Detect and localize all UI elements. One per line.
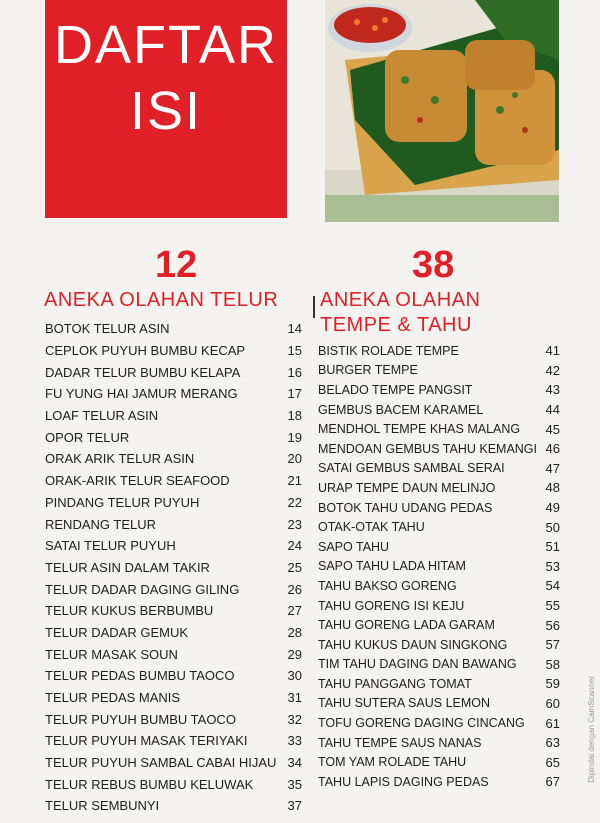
toc-entry	[318, 635, 560, 655]
recipe-name: BELADO TEMPE PANGSIT	[318, 382, 473, 397]
page-number: 55	[545, 598, 560, 614]
page-number: 24	[287, 538, 302, 554]
recipe-name: TELUR PUYUH MASAK TERIYAKI	[45, 733, 248, 749]
title-block	[45, 0, 287, 218]
recipe-name: CEPLOK PUYUH BUMBU KECAP	[45, 343, 246, 359]
page-number: 58	[545, 656, 560, 672]
recipe-name: FU YUNG HAI JAMUR MERANG	[45, 386, 238, 402]
recipe-name: TELUR PUYUH SAMBAL CABAI HIJAU	[45, 755, 277, 771]
toc-entry	[45, 318, 302, 340]
toc-entry	[45, 426, 302, 448]
recipe-name: OPOR TELUR	[45, 429, 130, 445]
page-number: 44	[545, 402, 560, 418]
tempe-tahu-recipe-list	[318, 341, 560, 792]
page-number: 35	[287, 776, 302, 792]
page-number: 63	[545, 735, 560, 751]
toc-entry	[318, 752, 560, 772]
toc-entry	[318, 439, 560, 459]
toc-entry	[45, 383, 302, 405]
toc-entry	[318, 498, 560, 518]
page-number: 20	[287, 451, 302, 467]
page-number: 48	[545, 480, 560, 496]
toc-entry	[318, 576, 560, 596]
recipe-name: SAPO TAHU	[318, 539, 390, 554]
section-number-telur: 12	[155, 244, 198, 286]
page-number: 30	[287, 668, 302, 684]
recipe-name: TELUR PEDAS MANIS	[45, 690, 181, 706]
recipe-name: TOM YAM ROLADE TAHU	[318, 755, 467, 770]
page-number: 33	[287, 733, 302, 749]
recipe-name: BURGER TEMPE	[318, 363, 418, 378]
page-number: 14	[287, 321, 302, 337]
toc-entry	[318, 459, 560, 479]
toc-entry	[45, 687, 302, 709]
toc-entry	[45, 622, 302, 644]
page-number: 57	[545, 637, 560, 653]
toc-entry	[45, 600, 302, 622]
page-number: 16	[287, 364, 302, 380]
recipe-name: TOFU GORENG DAGING CINCANG	[318, 716, 525, 731]
section-heading-telur: ANEKA OLAHAN TELUR	[44, 289, 279, 311]
recipe-name: ORAK ARIK TELUR ASIN	[45, 451, 195, 467]
section-heading-tempe-tahu-line-2: TEMPE & TAHU	[320, 314, 472, 336]
toc-entry	[318, 400, 560, 420]
toc-entry	[45, 557, 302, 579]
page-number: 45	[545, 421, 560, 437]
page-number: 42	[545, 362, 560, 378]
recipe-name: TAHU LAPIS DAGING PEDAS	[318, 774, 489, 789]
toc-entry	[45, 708, 302, 730]
recipe-name: TELUR PUYUH BUMBU TAOCO	[45, 711, 236, 727]
page-number: 53	[545, 558, 560, 574]
page-number: 46	[545, 441, 560, 457]
toc-entry	[318, 713, 560, 733]
toc-entry	[318, 341, 560, 361]
page-number: 47	[545, 460, 560, 476]
toc-entry	[45, 665, 302, 687]
page-number: 41	[545, 343, 560, 359]
telur-recipe-list	[45, 318, 302, 817]
recipe-name: TELUR DADAR GEMUK	[45, 624, 189, 640]
toc-entry	[45, 340, 302, 362]
toc-entry	[318, 733, 560, 753]
page-number: 49	[545, 500, 560, 516]
recipe-name: TAHU PANGGANG TOMAT	[318, 676, 472, 691]
page-number: 17	[287, 386, 302, 402]
toc-entry	[45, 492, 302, 514]
toc-entry	[318, 537, 560, 557]
toc-entry	[45, 513, 302, 535]
page-number: 61	[545, 715, 560, 731]
recipe-name: LOAF TELUR ASIN	[45, 408, 159, 424]
page-number: 54	[545, 578, 560, 594]
page-number: 34	[287, 755, 302, 771]
page-number: 28	[287, 624, 302, 640]
toc-entry	[318, 557, 560, 577]
toc-entry	[45, 405, 302, 427]
recipe-name: TELUR ASIN DALAM TAKIR	[45, 559, 210, 575]
recipe-name: TELUR MASAK SOUN	[45, 646, 178, 662]
toc-entry	[45, 795, 302, 817]
food-photo	[325, 0, 559, 222]
toc-entry	[318, 674, 560, 694]
recipe-name: RENDANG TELUR	[45, 516, 157, 532]
page-number: 21	[287, 473, 302, 489]
page-number: 29	[287, 646, 302, 662]
recipe-name: SAPO TAHU LADA HITAM	[318, 559, 466, 574]
toc-entry	[45, 773, 302, 795]
recipe-name: TELUR KUKUS BERBUMBU	[45, 603, 214, 619]
page-number: 56	[545, 617, 560, 633]
page-number: 18	[287, 408, 302, 424]
page-number: 23	[287, 516, 302, 532]
recipe-name: BISTIK ROLADE TEMPE	[318, 343, 459, 358]
toc-entry	[318, 694, 560, 714]
title-line-2: ISI	[129, 81, 203, 141]
toc-entry	[318, 361, 560, 381]
page-number: 25	[287, 559, 302, 575]
recipe-name: BOTOK TAHU UDANG PEDAS	[318, 500, 493, 515]
page-number: 19	[287, 429, 302, 445]
fried-tempe-illustration	[325, 0, 559, 222]
recipe-name: OTAK-OTAK TAHU	[318, 520, 425, 535]
page-number: 26	[287, 581, 302, 597]
toc-entry	[45, 361, 302, 383]
page-number: 15	[287, 343, 302, 359]
toc-entry	[318, 615, 560, 635]
recipe-name: TAHU GORENG LADA GARAM	[318, 618, 495, 633]
toc-entry	[318, 517, 560, 537]
recipe-name: TELUR REBUS BUMBU KELUWAK	[45, 776, 254, 792]
page-number: 59	[545, 676, 560, 692]
page-number: 32	[287, 711, 302, 727]
page-number: 51	[545, 539, 560, 555]
toc-entry	[318, 478, 560, 498]
page-number: 27	[287, 603, 302, 619]
recipe-name: GEMBUS BACEM KARAMEL	[318, 402, 484, 417]
toc-entry	[45, 643, 302, 665]
page-number: 37	[287, 798, 302, 814]
recipe-name: TAHU GORENG ISI KEJU	[318, 598, 465, 613]
page-number: 60	[545, 695, 560, 711]
recipe-name: TELUR SEMBUNYI	[45, 798, 160, 814]
page-number: 50	[545, 519, 560, 535]
page-number: 65	[545, 754, 560, 770]
toc-entry	[45, 578, 302, 600]
recipe-name: TIM TAHU DAGING DAN BAWANG	[318, 657, 517, 672]
toc-entry	[45, 730, 302, 752]
toc-entry	[45, 752, 302, 774]
title-line-1: DAFTAR	[54, 15, 278, 75]
recipe-name: SATAI GEMBUS SAMBAL SERAI	[318, 461, 505, 476]
recipe-name: ORAK-ARIK TELUR SEAFOOD	[45, 473, 230, 489]
section-heading-tempe-tahu-line-1: ANEKA OLAHAN	[320, 289, 481, 311]
toc-entry	[318, 655, 560, 675]
recipe-name: BOTOK TELUR ASIN	[45, 321, 170, 337]
section-number-tempe-tahu: 38	[412, 244, 455, 286]
toc-entry	[45, 448, 302, 470]
recipe-name: TAHU TEMPE SAUS NANAS	[318, 735, 482, 750]
section-divider	[313, 296, 315, 318]
recipe-name: SATAI TELUR PUYUH	[45, 538, 176, 554]
page-number: 22	[287, 494, 302, 510]
recipe-name: TAHU SUTERA SAUS LEMON	[318, 696, 491, 711]
scanner-watermark: Dipindai dengan CamScanner	[587, 676, 596, 783]
recipe-name: MENDOAN GEMBUS TAHU KEMANGI	[318, 441, 538, 456]
recipe-name: TAHU KUKUS DAUN SINGKONG	[318, 637, 508, 652]
toc-entry	[45, 470, 302, 492]
toc-entry	[318, 772, 560, 792]
page-number: 31	[287, 690, 302, 706]
recipe-name: TAHU BAKSO GORENG	[318, 578, 457, 593]
recipe-name: PINDANG TELUR PUYUH	[45, 494, 200, 510]
toc-entry	[318, 380, 560, 400]
toc-entry	[318, 596, 560, 616]
recipe-name: DADAR TELUR BUMBU KELAPA	[45, 364, 241, 380]
recipe-name: MENDHOL TEMPE KHAS MALANG	[318, 422, 521, 437]
recipe-name: URAP TEMPE DAUN MELINJO	[318, 480, 496, 495]
recipe-name: TELUR DADAR DAGING GILING	[45, 581, 240, 597]
page-number: 67	[545, 774, 560, 790]
page-number: 43	[545, 382, 560, 398]
toc-entry	[45, 535, 302, 557]
toc-entry	[318, 419, 560, 439]
recipe-name: TELUR PEDAS BUMBU TAOCO	[45, 668, 235, 684]
